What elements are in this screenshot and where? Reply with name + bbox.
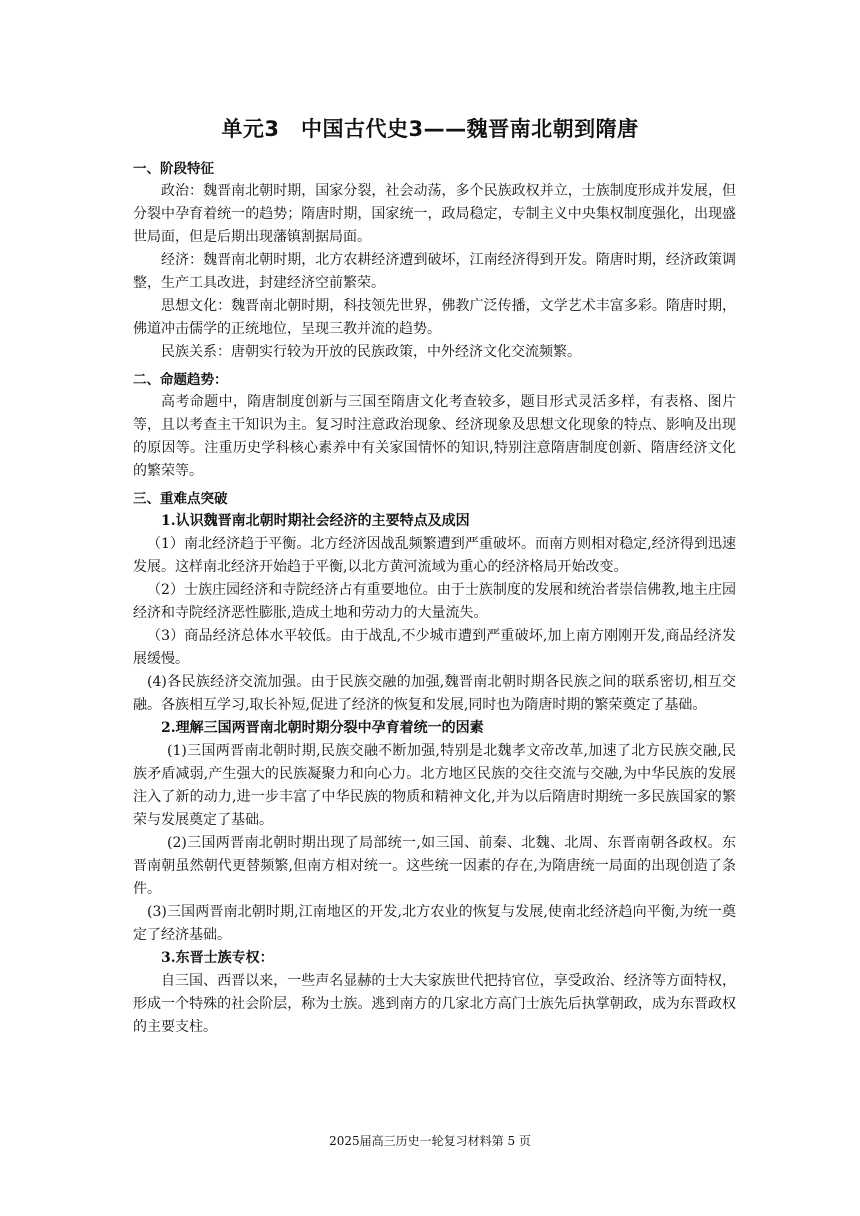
paragraph-item: （2）士族庄园经济和寺院经济占有重要地位。由于士族制度的发展和统治者崇信佛教,地主庄园经济和寺院经济恶性膨胀,造成土地和劳动力的大量流失。 (133, 582, 736, 621)
paragraph-politics: 政治：魏晋南北朝时期，国家分裂，社会动荡，多个民族政权并立，士族制度形成并发展，但分裂中孕育着统一的趋势；隋唐时期，国家统一，政局稳定，专制主义中央集权制度强化，出现盛世局面，但是后期出现藩镇割据局面。 (133, 183, 736, 245)
subsection-heading: 1.认识魏晋南北朝时期社会经济的主要特点及成因 (161, 513, 470, 529)
paragraph-item: (2)三国两晋南北朝时期出现了局部统一,如三国、前秦、北魏、北周、东晋南朝各政权。东晋南朝虽然朝代更替频繁,但南方相对统一。这些统一因素的存在,为隋唐统一局面的出现创造了条件。 (133, 835, 736, 897)
paragraph-item: (4)各民族经济交流加强。由于民族交融的加强,魏晋南北朝时期各民族之间的联系密切,相互交融。各族相互学习,取长补短,促进了经济的恢复和发展,同时也为隋唐时期的繁荣奠定了基础。 (133, 674, 736, 713)
section-stage-features (133, 158, 736, 364)
paragraph-item: （3）商品经济总体水平较低。由于战乱,不少城市遭到严重破坏,加上南方刚刚开发,商品经济发展缓慢。 (133, 628, 736, 667)
document-body (133, 158, 736, 1039)
section-exam-trend (133, 369, 736, 483)
paragraph-ethnic-relations: 民族关系：唐朝实行较为开放的民族政策，中外经济文化交流频繁。 (161, 344, 581, 360)
subsection-heading: 3.东晋士族专权： (161, 950, 274, 966)
subsection-heading: 2.理解三国两晋南北朝时期分裂中孕育着统一的因素 (161, 720, 484, 736)
section-heading: 一、阶段特征 (133, 161, 214, 177)
page-footer: 2025届高三历史一轮复习材料第 5 页 (329, 1134, 531, 1148)
paragraph-item: （1）南北经济趋于平衡。北方经济因战乱频繁遭到严重破坏。而南方则相对稳定,经济得到迅速发展。这样南北经济开始趋于平衡,以北方黄河流域为重心的经济格局开始改变。 (133, 536, 736, 575)
page-title: 单元3 中国古代史3——魏晋南北朝到隋唐 (221, 117, 639, 141)
section-heading: 二、命题趋势： (133, 372, 228, 388)
section-key-points (133, 488, 736, 1039)
paragraph-culture: 思想文化：魏晋南北朝时期，科技领先世界，佛教广泛传播，文学艺术丰富多彩。隋唐时期，佛道冲击儒学的正统地位，呈现三教并流的趋势。 (133, 298, 736, 337)
section-heading: 三、重难点突破 (133, 491, 228, 507)
paragraph-item: 自三国、西晋以来，一些声名显赫的士大夫家族世代把持官位，享受政治、经济等方面特权，形成一个特殊的社会阶层，称为士族。逃到南方的几家北方高门士族先后执掌朝政，成为东晋政权的主要支柱。 (133, 973, 736, 1035)
paragraph-item: (1)三国两晋南北朝时期,民族交融不断加强,特别是北魏孝文帝改革,加速了北方民族交融,民族矛盾减弱,产生强大的民族凝聚力和向心力。北方地区民族的交往交流与交融,为中华民族的发展注入了新的动力,进一步丰富了中华民族的物质和精神文化,并为以后隋唐时期统一多民族国家的繁荣与发展奠定了基础。 (133, 743, 736, 828)
paragraph-item: (3)三国两晋南北朝时期,江南地区的开发,北方农业的恢复与发展,使南北经济趋向平衡,为统一奠定了经济基础。 (133, 904, 736, 943)
paragraph-trend: 高考命题中，隋唐制度创新与三国至隋唐文化考查较多，题目形式灵活多样，有表格、图片等，且以考查主干知识为主。复习时注意政治现象、经济现象及思想文化现象的特点、影响及出现的原因等。注重历史学科核心素养中有关家国情怀的知识,特别注意隋唐制度创新、隋唐经济文化的繁荣等。 (133, 394, 736, 479)
paragraph-economy: 经济：魏晋南北朝时期，北方农耕经济遭到破坏，江南经济得到开发。隋唐时期，经济政策调整，生产工具改进，封建经济空前繁荣。 (133, 252, 736, 291)
